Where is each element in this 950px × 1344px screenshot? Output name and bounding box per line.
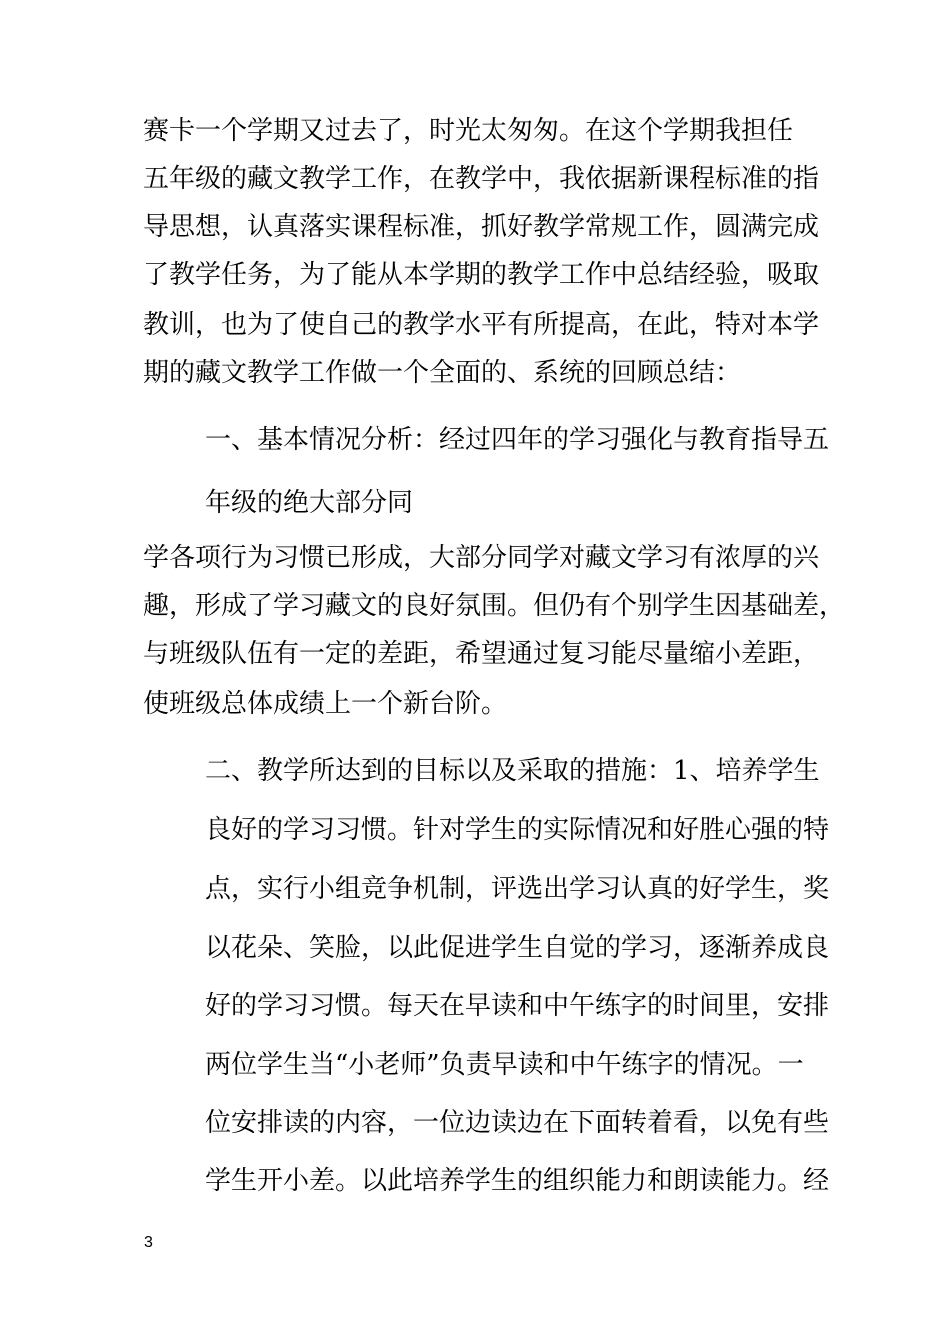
paragraph-4-line-5: 好的学习习惯。每天在早读和中午练字的时间里，安排 [205,991,830,1021]
paragraph-3-line-4: 使班级总体成绩上一个新台阶。 [143,689,508,719]
paragraph-4-line-3: 点，实行小组竞争机制，评选出学习认真的好学生，奖 [205,874,830,904]
paragraph-2-line-2: 年级的绝大部分同 [205,488,414,518]
paragraph-4-line-8: 学生开小差。以此培养学生的组织能力和朗读能力。经 [205,1166,830,1196]
page-number: 3 [144,1234,153,1251]
paragraph-1-line-3: 导思想，认真落实课程标准，抓好教学常规工作，圆满完成 [143,212,820,242]
paragraph-4-line-6: 两位学生当“小老师”负责早读和中午练字的情况。一 [205,1050,804,1080]
paragraph-1-line-5: 教训，也为了使自己的教学水平有所提高，在此，特对本学 [143,310,820,340]
paragraph-4-line-1: 二、教学所达到的目标以及采取的措施：1、培养学生 [205,756,820,786]
paragraph-3-line-1: 学各项行为习惯已形成，大部分同学对藏文学习有浓厚的兴 [143,543,820,573]
paragraph-4-line-7: 位安排读的内容，一位边读边在下面转着看，以免有些 [205,1108,830,1138]
paragraph-4-line-2: 良好的学习习惯。针对学生的实际情况和好胜心强的特 [205,815,830,845]
paragraph-1-line-6: 期的藏文教学工作做一个全面的、系统的回顾总结： [143,358,742,388]
paragraph-3-line-2: 趣，形成了学习藏文的良好氛围。但仍有个别学生因基础差， [143,591,846,621]
paragraph-2-line-1: 一、基本情况分析：经过四年的学习强化与教育指导五 [205,425,830,455]
paragraph-1-line-2: 五年级的藏文教学工作，在教学中，我依据新课程标准的指 [143,164,820,194]
paragraph-1-line-4: 了教学任务，为了能从本学期的教学工作中总结经验，吸取 [143,260,820,290]
paragraph-4-line-4: 以花朵、笑脸，以此促进学生自觉的学习，逐渐养成良 [205,933,830,963]
paragraph-3-line-3: 与班级队伍有一定的差距，希望通过复习能尽量缩小差距， [143,639,820,669]
paragraph-1-line-1: 赛卡一个学期又过去了，时光太匆匆。在这个学期我担任 [143,116,794,146]
